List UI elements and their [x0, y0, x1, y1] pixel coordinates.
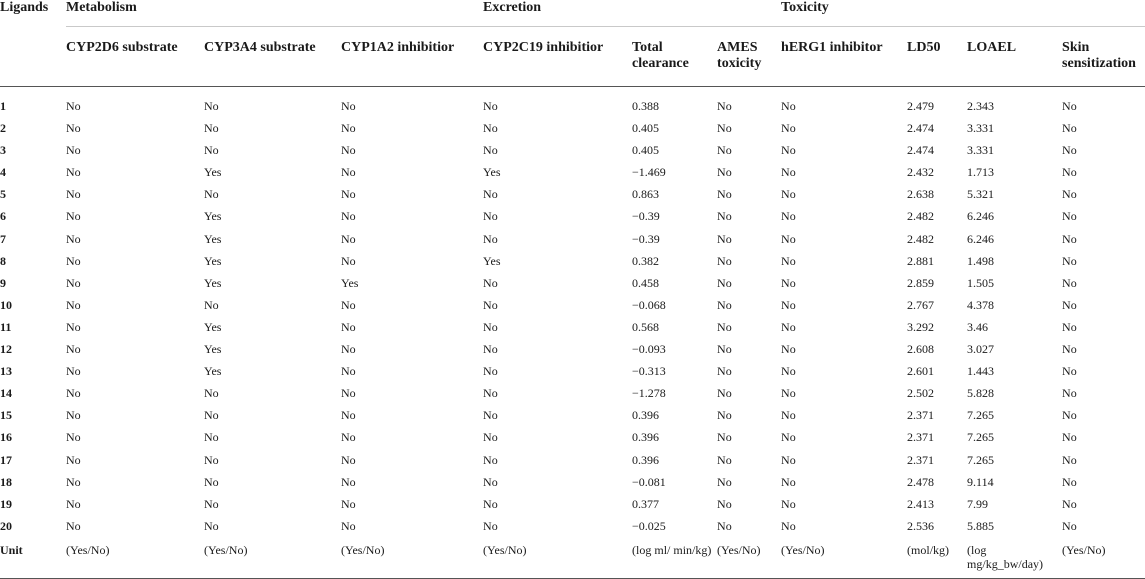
- table-row: [0, 471, 1145, 493]
- table-row: [0, 272, 1145, 294]
- cell-cyp3a4-substrate: No: [204, 496, 219, 511]
- cell-cyp2d6-substrate: No: [66, 386, 81, 401]
- cell-cyp2c19-inhibitor: No: [483, 297, 498, 312]
- cell-herg1-inhibitor: No: [781, 99, 796, 113]
- cell-cyp2d6-substrate: No: [66, 496, 81, 511]
- unit-loael: (log mg/kg_bw/day): [967, 537, 1062, 579]
- cell-cyp1a2-inhibitor: No: [341, 342, 356, 357]
- cell-total-clearance: −0.025: [632, 518, 666, 533]
- cell-cyp2c19-inhibitor: Yes: [483, 165, 501, 180]
- cell-ld50: 2.881: [907, 253, 935, 268]
- cell-cyp3a4-substrate: No: [204, 99, 219, 113]
- col-ames-toxicity: AMES toxicity: [717, 27, 781, 87]
- table-row: [0, 228, 1145, 250]
- cell-herg1-inhibitor: No: [781, 364, 796, 379]
- cell-ligand-id: 15: [0, 408, 12, 423]
- unit-ames-toxicity: (Yes/No): [717, 537, 781, 579]
- cell-cyp3a4-substrate: No: [204, 143, 219, 158]
- cell-cyp2d6-substrate: No: [66, 121, 81, 136]
- cell-ld50: 2.767: [907, 297, 935, 312]
- cell-cyp2c19-inhibitor: No: [483, 231, 498, 246]
- cell-skin-sensitization: No: [1062, 364, 1077, 379]
- cell-ligand-id: 16: [0, 430, 12, 445]
- cell-cyp1a2-inhibitor: No: [341, 121, 356, 136]
- cell-cyp3a4-substrate: Yes: [204, 209, 222, 224]
- cell-cyp2c19-inhibitor: No: [483, 364, 498, 379]
- cell-herg1-inhibitor: No: [781, 253, 796, 268]
- cell-cyp2d6-substrate: No: [66, 518, 81, 533]
- cell-cyp3a4-substrate: Yes: [204, 275, 222, 290]
- cell-loael: 1.505: [967, 275, 995, 290]
- cell-cyp1a2-inhibitor: No: [341, 452, 356, 467]
- table-row: [0, 139, 1145, 161]
- table-row: [0, 183, 1145, 205]
- cell-cyp3a4-substrate: No: [204, 297, 219, 312]
- cell-ames-toxicity: No: [717, 452, 732, 467]
- cell-ames-toxicity: No: [717, 253, 732, 268]
- cell-cyp2c19-inhibitor: No: [483, 342, 498, 357]
- cell-loael: 3.331: [967, 143, 995, 158]
- cell-ld50: 3.292: [907, 319, 935, 334]
- cell-skin-sensitization: No: [1062, 452, 1077, 467]
- cell-skin-sensitization: No: [1062, 187, 1077, 202]
- cell-total-clearance: −0.39: [632, 231, 660, 246]
- cell-total-clearance: −1.278: [632, 386, 666, 401]
- cell-loael: 5.828: [967, 386, 995, 401]
- cell-cyp1a2-inhibitor: No: [341, 518, 356, 533]
- cell-ligand-id: 18: [0, 474, 12, 489]
- cell-ames-toxicity: No: [717, 342, 732, 357]
- cell-cyp1a2-inhibitor: No: [341, 386, 356, 401]
- cell-ld50: 2.502: [907, 386, 935, 401]
- cell-cyp2d6-substrate: No: [66, 253, 81, 268]
- table-header: [0, 0, 1145, 87]
- cell-skin-sensitization: No: [1062, 143, 1077, 158]
- cell-ld50: 2.474: [907, 121, 935, 136]
- toxicity-group-header: Toxicity: [781, 0, 1145, 27]
- cell-cyp2c19-inhibitor: No: [483, 187, 498, 202]
- cell-cyp1a2-inhibitor: No: [341, 187, 356, 202]
- cell-cyp1a2-inhibitor: No: [341, 496, 356, 511]
- unit-cyp3a4-substrate: (Yes/No): [204, 537, 341, 579]
- col-ld50: LD50: [907, 27, 967, 87]
- cell-cyp1a2-inhibitor: No: [341, 209, 356, 224]
- cell-cyp3a4-substrate: Yes: [204, 231, 222, 246]
- cell-herg1-inhibitor: No: [781, 518, 796, 533]
- cell-total-clearance: 0.396: [632, 430, 660, 445]
- cell-cyp2c19-inhibitor: No: [483, 496, 498, 511]
- cell-cyp2d6-substrate: No: [66, 165, 81, 180]
- cell-loael: 7.99: [967, 496, 989, 511]
- cell-herg1-inhibitor: No: [781, 143, 796, 158]
- cell-loael: 5.321: [967, 187, 995, 202]
- table-row: [0, 338, 1145, 360]
- cell-cyp3a4-substrate: Yes: [204, 364, 222, 379]
- table-row: [0, 316, 1145, 338]
- cell-herg1-inhibitor: No: [781, 231, 796, 246]
- cell-ld50: 2.482: [907, 231, 935, 246]
- cell-loael: 7.265: [967, 408, 995, 423]
- cell-loael: 3.331: [967, 121, 995, 136]
- cell-cyp2d6-substrate: No: [66, 319, 81, 334]
- cell-skin-sensitization: No: [1062, 319, 1077, 334]
- cell-ld50: 2.479: [907, 99, 935, 113]
- cell-cyp1a2-inhibitor: No: [341, 364, 356, 379]
- excretion-group-header: Excretion: [483, 0, 781, 27]
- cell-herg1-inhibitor: No: [781, 430, 796, 445]
- cell-cyp3a4-substrate: No: [204, 408, 219, 423]
- cell-cyp2c19-inhibitor: No: [483, 430, 498, 445]
- cell-herg1-inhibitor: No: [781, 121, 796, 136]
- col-loael: LOAEL: [967, 27, 1062, 87]
- cell-loael: 7.265: [967, 452, 995, 467]
- column-header-row: [0, 27, 1145, 87]
- cell-ld50: 2.536: [907, 518, 935, 533]
- cell-total-clearance: 0.382: [632, 253, 660, 268]
- cell-cyp2c19-inhibitor: No: [483, 209, 498, 224]
- cell-cyp2d6-substrate: No: [66, 209, 81, 224]
- cell-herg1-inhibitor: No: [781, 165, 796, 180]
- unit-cyp2d6-substrate: (Yes/No): [66, 537, 204, 579]
- cell-cyp2c19-inhibitor: No: [483, 474, 498, 489]
- cell-cyp2d6-substrate: No: [66, 143, 81, 158]
- cell-ld50: 2.859: [907, 275, 935, 290]
- unit-herg1-inhibitor: (Yes/No): [781, 537, 907, 579]
- ligands-header: Ligands: [0, 0, 49, 15]
- cell-cyp2d6-substrate: No: [66, 408, 81, 423]
- cell-skin-sensitization: No: [1062, 99, 1077, 113]
- cell-total-clearance: 0.388: [632, 99, 660, 113]
- cell-total-clearance: 0.396: [632, 452, 660, 467]
- cell-total-clearance: 0.405: [632, 143, 660, 158]
- cell-cyp1a2-inhibitor: No: [341, 408, 356, 423]
- cell-total-clearance: −0.068: [632, 297, 666, 312]
- cell-cyp1a2-inhibitor: No: [341, 319, 356, 334]
- ligands-header-blank: [0, 27, 66, 87]
- cell-skin-sensitization: No: [1062, 386, 1077, 401]
- cell-ld50: 2.638: [907, 187, 935, 202]
- table-row: [0, 205, 1145, 227]
- cell-cyp2d6-substrate: No: [66, 187, 81, 202]
- cell-skin-sensitization: No: [1062, 209, 1077, 224]
- cell-skin-sensitization: No: [1062, 297, 1077, 312]
- table-row: [0, 515, 1145, 537]
- cell-cyp3a4-substrate: Yes: [204, 342, 222, 357]
- col-cyp1a2-inhibitor: CYP1A2 inhibitior: [341, 27, 483, 87]
- table-row: [0, 404, 1145, 426]
- cell-cyp2d6-substrate: No: [66, 364, 81, 379]
- cell-ld50: 2.371: [907, 408, 935, 423]
- cell-cyp3a4-substrate: No: [204, 452, 219, 467]
- cell-skin-sensitization: No: [1062, 121, 1077, 136]
- cell-cyp2d6-substrate: No: [66, 297, 81, 312]
- cell-total-clearance: 0.568: [632, 319, 660, 334]
- cell-ligand-id: 8: [0, 253, 6, 268]
- cell-ld50: 2.432: [907, 165, 935, 180]
- unit-cyp1a2-inhibitor: (Yes/No): [341, 537, 483, 579]
- unit-skin-sensitization: (Yes/No): [1062, 537, 1145, 579]
- cell-cyp2c19-inhibitor: No: [483, 275, 498, 290]
- cell-loael: 6.246: [967, 231, 995, 246]
- cell-ames-toxicity: No: [717, 187, 732, 202]
- cell-skin-sensitization: No: [1062, 430, 1077, 445]
- cell-ames-toxicity: No: [717, 275, 732, 290]
- cell-ld50: 2.371: [907, 452, 935, 467]
- cell-ligand-id: 19: [0, 496, 12, 511]
- table-body: [0, 87, 1145, 579]
- cell-ames-toxicity: No: [717, 297, 732, 312]
- cell-cyp2c19-inhibitor: No: [483, 452, 498, 467]
- cell-total-clearance: 0.458: [632, 275, 660, 290]
- cell-cyp1a2-inhibitor: No: [341, 430, 356, 445]
- cell-loael: 1.713: [967, 165, 995, 180]
- cell-ligand-id: 7: [0, 231, 6, 246]
- cell-herg1-inhibitor: No: [781, 496, 796, 511]
- cell-ligand-id: 2: [0, 121, 6, 136]
- cell-cyp3a4-substrate: No: [204, 474, 219, 489]
- cell-cyp1a2-inhibitor: No: [341, 165, 356, 180]
- cell-cyp2c19-inhibitor: No: [483, 408, 498, 423]
- unit-total-clearance: (log ml/ min/kg): [632, 537, 717, 579]
- cell-skin-sensitization: No: [1062, 342, 1077, 357]
- cell-ligand-id: 10: [0, 297, 12, 312]
- cell-cyp1a2-inhibitor: No: [341, 231, 356, 246]
- cell-loael: 1.498: [967, 253, 995, 268]
- unit-row: [0, 537, 1145, 579]
- table-row: [0, 161, 1145, 183]
- cell-cyp2c19-inhibitor: No: [483, 143, 498, 158]
- cell-cyp2d6-substrate: No: [66, 452, 81, 467]
- cell-ligand-id: 9: [0, 275, 6, 290]
- cell-cyp2c19-inhibitor: No: [483, 518, 498, 533]
- cell-ld50: 2.601: [907, 364, 935, 379]
- cell-loael: 9.114: [967, 474, 994, 489]
- cell-ames-toxicity: No: [717, 165, 732, 180]
- cell-ames-toxicity: No: [717, 121, 732, 136]
- cell-cyp3a4-substrate: Yes: [204, 165, 222, 180]
- metabolism-group-header: Metabolism: [66, 0, 483, 27]
- cell-cyp2d6-substrate: No: [66, 430, 81, 445]
- cell-cyp2c19-inhibitor: Yes: [483, 253, 501, 268]
- cell-cyp3a4-substrate: No: [204, 121, 219, 136]
- cell-loael: 1.443: [967, 364, 995, 379]
- cell-herg1-inhibitor: No: [781, 297, 796, 312]
- col-total-clearance: Total clearance: [632, 27, 717, 87]
- cell-ames-toxicity: No: [717, 430, 732, 445]
- unit-ld50: (mol/kg): [907, 537, 967, 579]
- cell-loael: 6.246: [967, 209, 995, 224]
- cell-total-clearance: 0.405: [632, 121, 660, 136]
- cell-total-clearance: −0.093: [632, 342, 666, 357]
- cell-cyp2d6-substrate: No: [66, 99, 81, 113]
- cell-ligand-id: 11: [0, 319, 12, 334]
- cell-cyp2c19-inhibitor: No: [483, 386, 498, 401]
- cell-total-clearance: 0.396: [632, 408, 660, 423]
- cell-loael: 7.265: [967, 430, 995, 445]
- table-row: [0, 117, 1145, 139]
- col-cyp3a4-substrate: CYP3A4 substrate: [204, 27, 341, 87]
- cell-ld50: 2.478: [907, 474, 935, 489]
- cell-ligand-id: 17: [0, 452, 12, 467]
- cell-skin-sensitization: No: [1062, 408, 1077, 423]
- cell-ld50: 2.413: [907, 496, 935, 511]
- cell-total-clearance: 0.863: [632, 187, 660, 202]
- cell-ligand-id: 20: [0, 518, 12, 533]
- cell-skin-sensitization: No: [1062, 165, 1077, 180]
- cell-total-clearance: 0.377: [632, 496, 660, 511]
- table-row: [0, 250, 1145, 272]
- cell-cyp2d6-substrate: No: [66, 342, 81, 357]
- cell-loael: 4.378: [967, 297, 995, 312]
- table-row: [0, 493, 1145, 515]
- cell-cyp2c19-inhibitor: No: [483, 319, 498, 334]
- cell-ligand-id: 13: [0, 364, 12, 379]
- cell-ames-toxicity: No: [717, 143, 732, 158]
- cell-loael: 3.027: [967, 342, 995, 357]
- cell-cyp2c19-inhibitor: No: [483, 121, 498, 136]
- cell-loael: 3.46: [967, 319, 989, 334]
- cell-herg1-inhibitor: No: [781, 187, 796, 202]
- cell-ames-toxicity: No: [717, 231, 732, 246]
- cell-cyp3a4-substrate: No: [204, 430, 219, 445]
- cell-cyp2d6-substrate: No: [66, 474, 81, 489]
- cell-loael: 2.343: [967, 99, 995, 113]
- unit-ligand-id: Unit: [0, 537, 66, 579]
- cell-total-clearance: −0.313: [632, 364, 666, 379]
- cell-ames-toxicity: No: [717, 496, 732, 511]
- cell-ames-toxicity: No: [717, 474, 732, 489]
- cell-ld50: 2.482: [907, 209, 935, 224]
- cell-cyp1a2-inhibitor: No: [341, 99, 356, 113]
- col-herg1-inhibitor: hERG1 inhibitor: [781, 27, 907, 87]
- cell-ames-toxicity: No: [717, 364, 732, 379]
- cell-cyp3a4-substrate: No: [204, 187, 219, 202]
- cell-ames-toxicity: No: [717, 386, 732, 401]
- cell-ligand-id: 6: [0, 209, 6, 224]
- cell-cyp3a4-substrate: Yes: [204, 253, 222, 268]
- cell-herg1-inhibitor: No: [781, 319, 796, 334]
- unit-cyp2c19-inhibitor: (Yes/No): [483, 537, 632, 579]
- cell-ames-toxicity: No: [717, 408, 732, 423]
- cell-cyp2d6-substrate: No: [66, 231, 81, 246]
- table-row: [0, 449, 1145, 471]
- cell-ames-toxicity: No: [717, 319, 732, 334]
- cell-cyp3a4-substrate: No: [204, 518, 219, 533]
- cell-ligand-id: 3: [0, 143, 6, 158]
- cell-ligand-id: 5: [0, 187, 6, 202]
- cell-cyp3a4-substrate: Yes: [204, 319, 222, 334]
- cell-skin-sensitization: No: [1062, 518, 1077, 533]
- group-header-row: [0, 0, 1145, 27]
- col-skin-sensitization: Skin sensitization: [1062, 27, 1145, 87]
- cell-cyp1a2-inhibitor: No: [341, 143, 356, 158]
- cell-herg1-inhibitor: No: [781, 452, 796, 467]
- cell-total-clearance: −0.39: [632, 209, 660, 224]
- cell-loael: 5.885: [967, 518, 995, 533]
- cell-cyp1a2-inhibitor: No: [341, 253, 356, 268]
- table-row: [0, 360, 1145, 382]
- cell-ld50: 2.608: [907, 342, 935, 357]
- cell-herg1-inhibitor: No: [781, 275, 796, 290]
- cell-cyp1a2-inhibitor: No: [341, 297, 356, 312]
- table-row: [0, 382, 1145, 404]
- cell-cyp1a2-inhibitor: No: [341, 474, 356, 489]
- cell-herg1-inhibitor: No: [781, 408, 796, 423]
- table-row: [0, 87, 1145, 118]
- cell-ames-toxicity: No: [717, 518, 732, 533]
- cell-ligand-id: 12: [0, 342, 12, 357]
- cell-herg1-inhibitor: No: [781, 386, 796, 401]
- cell-herg1-inhibitor: No: [781, 474, 796, 489]
- cell-ld50: 2.371: [907, 430, 935, 445]
- cell-cyp3a4-substrate: No: [204, 386, 219, 401]
- cell-ames-toxicity: No: [717, 99, 732, 113]
- cell-ligand-id: 4: [0, 165, 6, 180]
- cell-skin-sensitization: No: [1062, 253, 1077, 268]
- table-row: [0, 426, 1145, 448]
- col-cyp2c19-inhibitor: CYP2C19 inhibitior: [483, 27, 632, 87]
- cell-skin-sensitization: No: [1062, 474, 1077, 489]
- cell-herg1-inhibitor: No: [781, 209, 796, 224]
- table-row: [0, 294, 1145, 316]
- cell-cyp1a2-inhibitor: Yes: [341, 275, 359, 290]
- cell-herg1-inhibitor: No: [781, 342, 796, 357]
- col-cyp2d6-substrate: CYP2D6 substrate: [66, 27, 204, 87]
- cell-ld50: 2.474: [907, 143, 935, 158]
- cell-skin-sensitization: No: [1062, 231, 1077, 246]
- cell-skin-sensitization: No: [1062, 496, 1077, 511]
- cell-total-clearance: −0.081: [632, 474, 666, 489]
- cell-ligand-id: 1: [0, 99, 6, 113]
- cell-ligand-id: 14: [0, 386, 12, 401]
- cell-skin-sensitization: No: [1062, 275, 1077, 290]
- cell-cyp2c19-inhibitor: No: [483, 99, 498, 113]
- cell-cyp2d6-substrate: No: [66, 275, 81, 290]
- cell-total-clearance: −1.469: [632, 165, 666, 180]
- cell-ames-toxicity: No: [717, 209, 732, 224]
